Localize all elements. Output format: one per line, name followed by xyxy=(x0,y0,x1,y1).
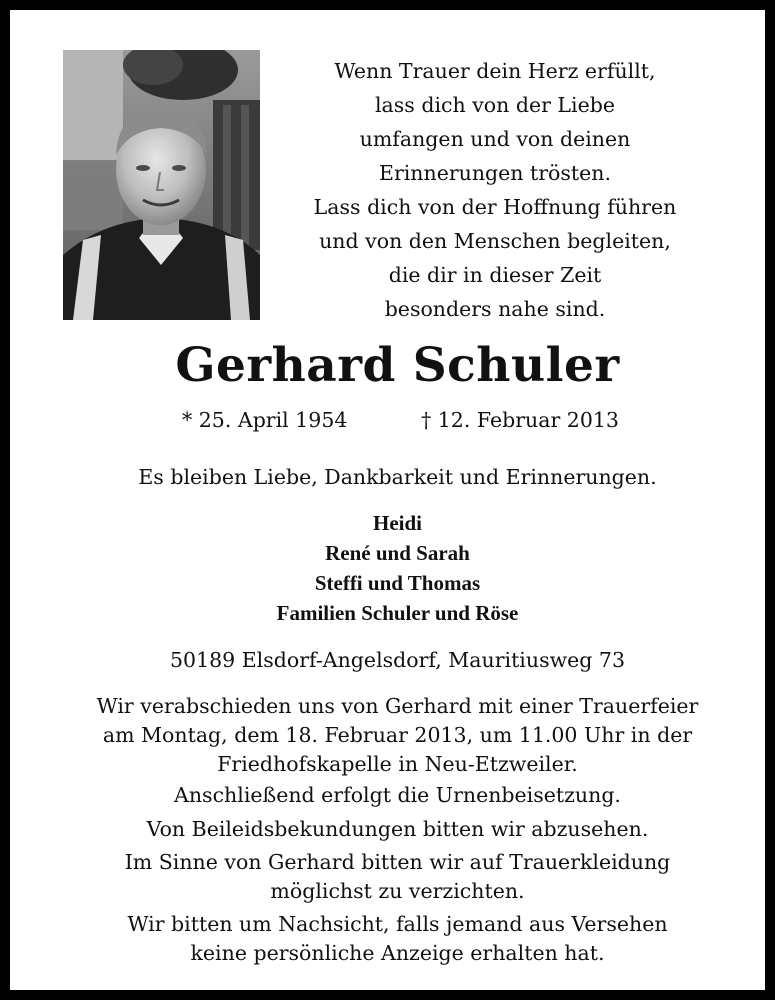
apology-line: Wir bitten um Nachsicht, falls jemand aus Versehen xyxy=(127,912,668,936)
mourner-name: Heidi xyxy=(372,511,422,535)
death-date: † 12. Februar 2013 xyxy=(421,408,619,432)
clothing-notice xyxy=(10,848,775,906)
address: 50189 Elsdorf-Angelsdorf, Mauritiusweg 73 xyxy=(169,648,625,672)
mourner-name: René und Sarah xyxy=(325,541,470,565)
poem-line: die dir in dieser Zeit xyxy=(388,263,602,287)
poem-line: lass dich von der Liebe xyxy=(375,93,615,117)
poem-line: Erinnerungen trösten. xyxy=(378,161,612,185)
ceremony-line: Wir verabschieden uns von Gerhard mit einer Trauerfeier xyxy=(96,694,699,718)
poem xyxy=(300,54,690,326)
clothing-line: möglichst zu verzichten. xyxy=(270,879,525,903)
ceremony-notice xyxy=(10,692,775,779)
condolences-notice xyxy=(10,815,775,844)
poem-line: Lass dich von der Hoffnung führen xyxy=(313,195,677,219)
poem-line: umfangen und von deinen xyxy=(359,127,631,151)
deceased-name: Gerhard Schuler xyxy=(175,338,620,393)
apology-notice xyxy=(10,910,775,968)
ceremony-line: am Montag, dem 18. Februar 2013, um 11.00 Uhr in der xyxy=(102,723,693,747)
tagline: Es bleiben Liebe, Dankbarkeit und Erinnerungen. xyxy=(138,465,657,489)
condolences-line: Von Beileidsbekundungen bitten wir abzusehen. xyxy=(146,817,649,841)
poem-line: und von den Menschen begleiten, xyxy=(319,229,671,253)
clothing-line: Im Sinne von Gerhard bitten wir auf Trauerkleidung xyxy=(124,850,671,874)
mourner-name: Steffi und Thomas xyxy=(314,571,481,595)
urn-line: Anschließend erfolgt die Urnenbeisetzung. xyxy=(174,783,621,807)
mourners-list xyxy=(10,508,775,628)
poem-line: Wenn Trauer dein Herz erfüllt, xyxy=(334,59,656,83)
apology-line: keine persönliche Anzeige erhalten hat. xyxy=(190,941,605,965)
mourner-name: Familien Schuler und Röse xyxy=(276,601,519,625)
ceremony-line: Friedhofskapelle in Neu-Etzweiler. xyxy=(217,752,578,776)
portrait-image xyxy=(63,50,260,320)
portrait-photo xyxy=(63,50,260,320)
birth-date: * 25. April 1954 xyxy=(182,408,348,432)
poem-line: besonders nahe sind. xyxy=(384,297,606,321)
urn-notice xyxy=(10,781,775,810)
